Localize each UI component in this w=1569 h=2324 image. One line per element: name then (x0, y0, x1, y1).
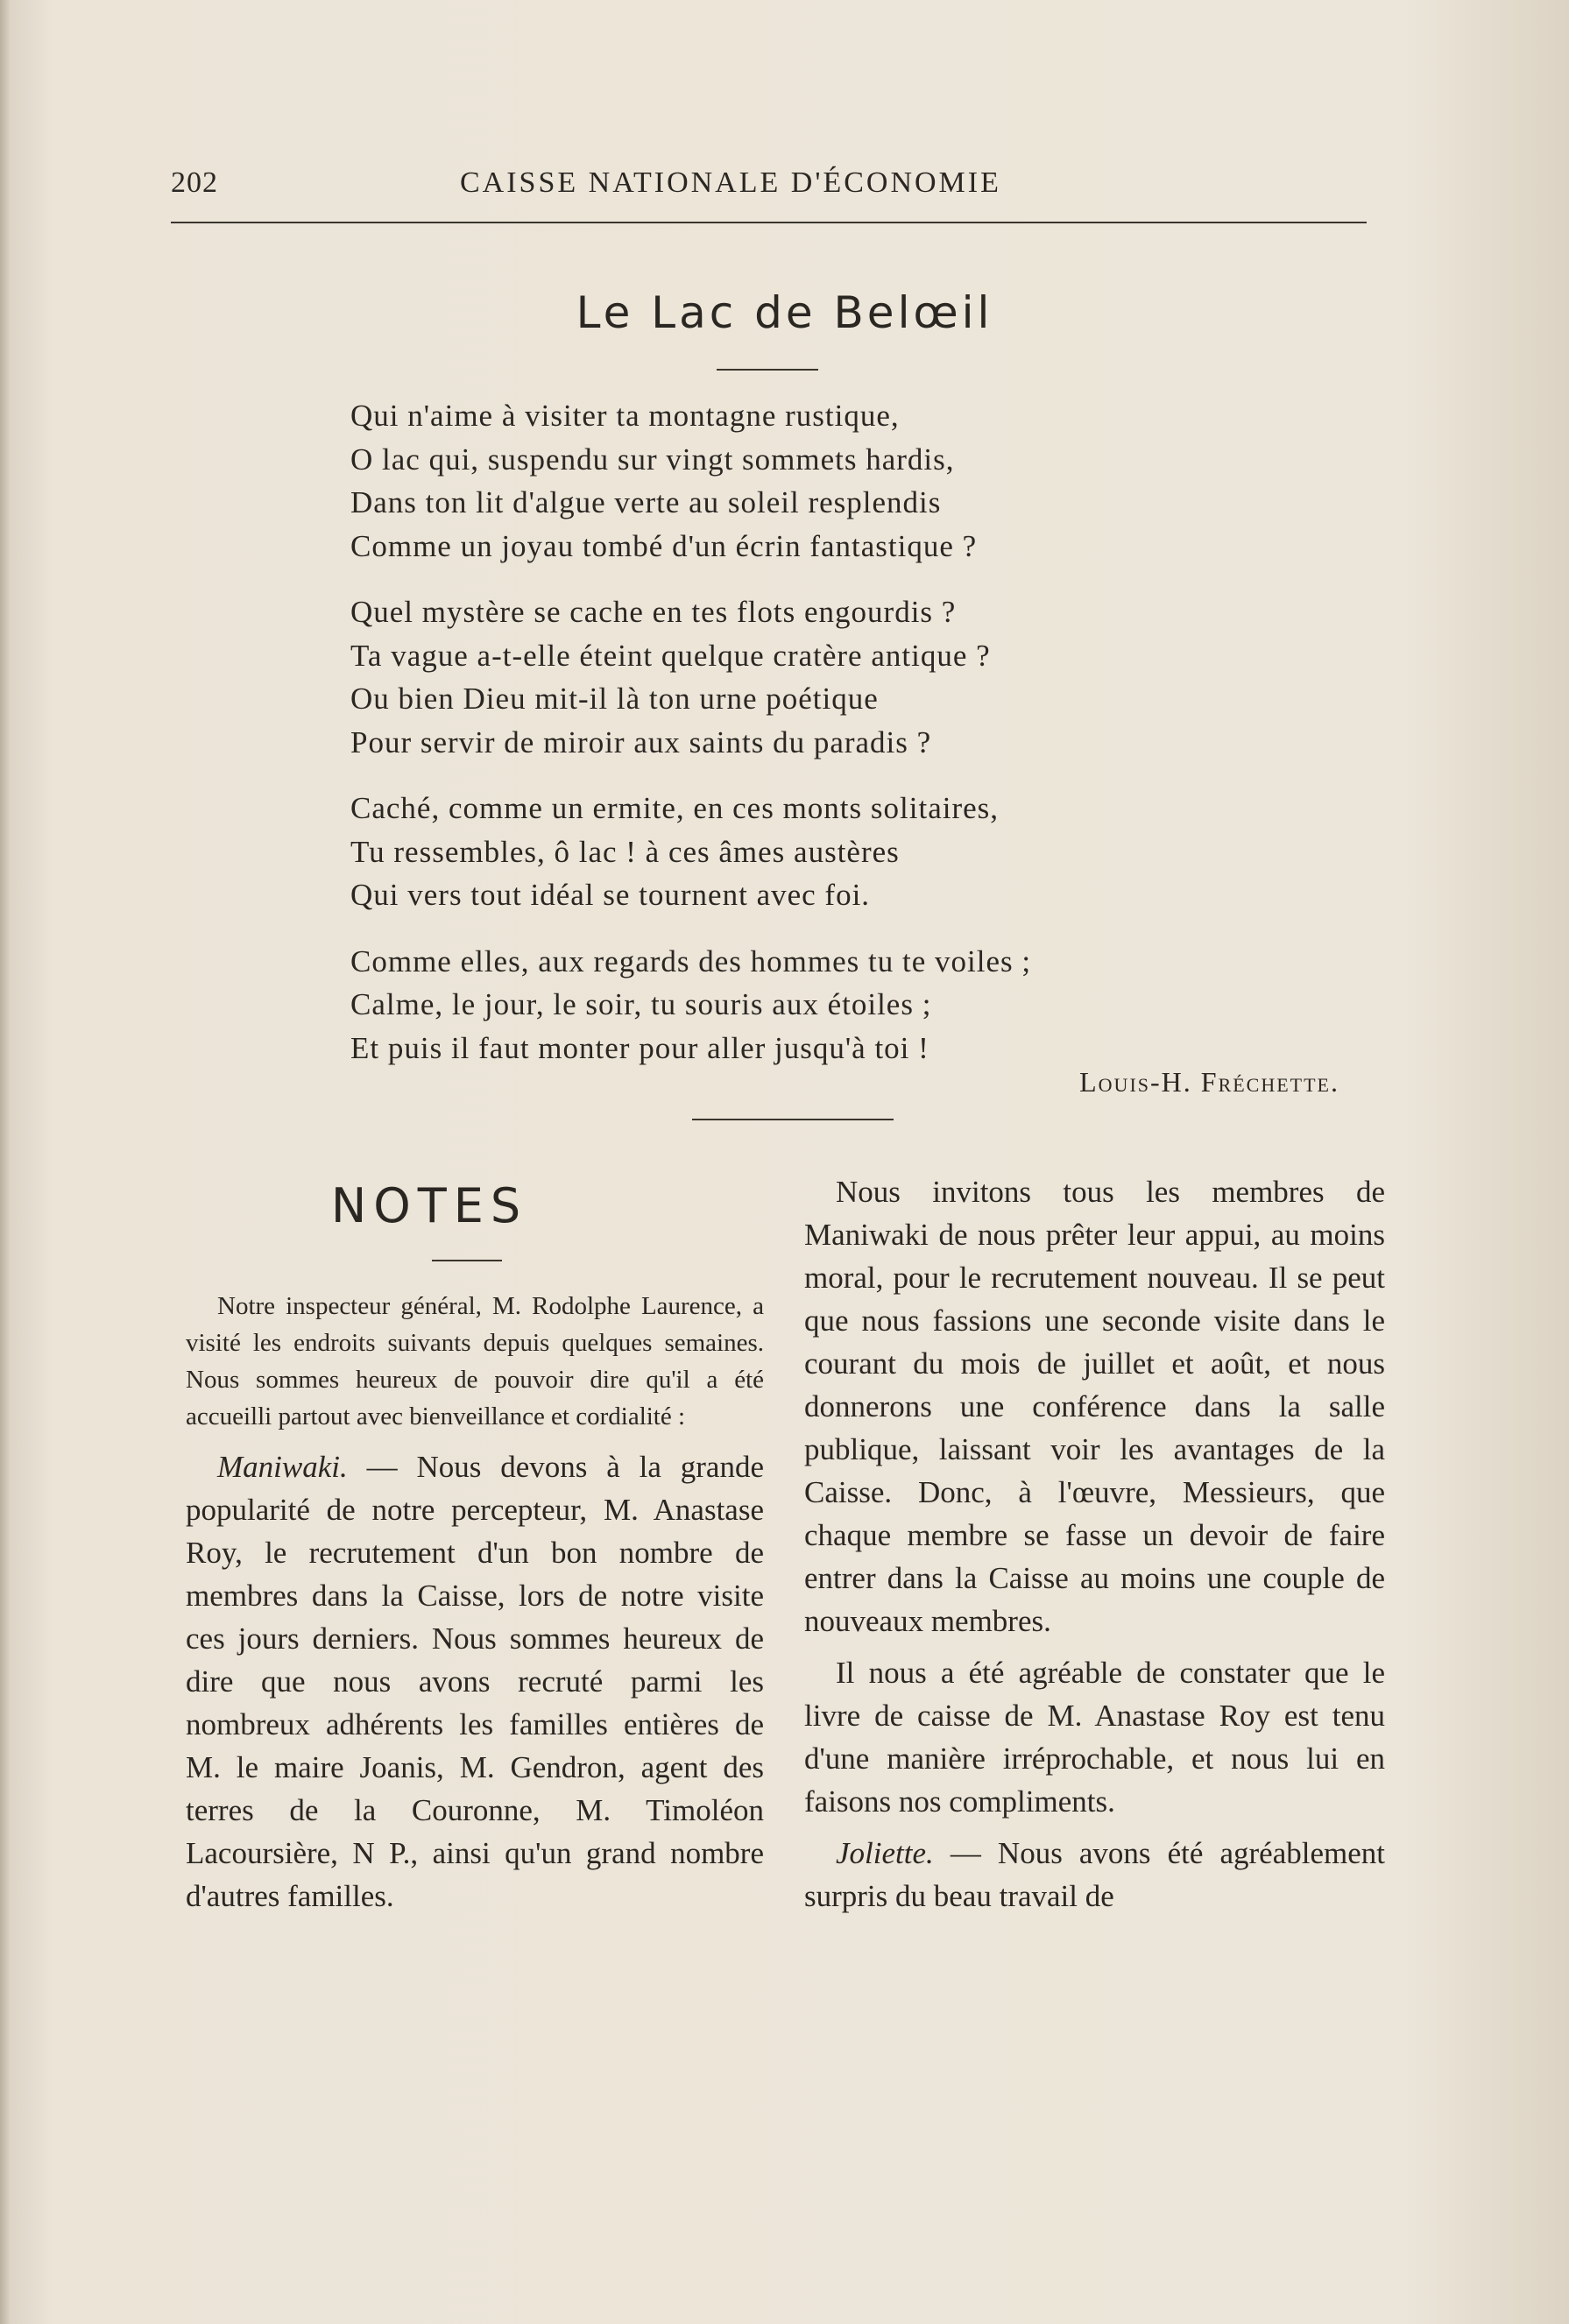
section-divider (692, 1119, 894, 1120)
stanza (350, 394, 1226, 568)
paragraph-invitation: Nous invitons tous les membres de Maniwaki de nous prêter leur appui, au moins moral, pour le recrutement nouveau. Il se peut que nous fassions une seconde visite dans le courant du mois de juillet et août, et nous donnerons une conférence dans la salle publique, laissant voir les avantages de la Caisse. Donc, à l'œuvre, Messieurs, que chaque membre se fasse un devoir de faire entrer dans la Caisse au moins une couple de nouveaux membres. (804, 1175, 1385, 1638)
verse-line: Pour servir de miroir aux saints du paradis ? (350, 724, 932, 759)
poem-body (350, 394, 1226, 1092)
verse-line: Tu ressembles, ô lac ! à ces âmes austères (350, 834, 900, 869)
running-head: CAISSE NATIONALE D'ÉCONOMIE (460, 166, 1001, 199)
place-name: Maniwaki. (217, 1450, 348, 1484)
left-column (186, 1288, 764, 1926)
page-number: 202 (171, 166, 218, 199)
notes-heading: NOTES (330, 1178, 528, 1233)
verse-line: Ou bien Dieu mit-il là ton urne poétique (350, 682, 879, 716)
notes-intro: Notre inspecteur général, M. Rodolphe Laurence, a visité les endroits suivants depuis quelques semaines. Nous sommes heureux de pouvoir dire qu'il a été accueilli partout avec bienveillance et cordialité : (186, 1292, 764, 1430)
verse-line: Caché, comme un ermite, en ces monts solitaires, (350, 791, 1000, 825)
right-column (804, 1170, 1385, 1926)
stanza (350, 787, 1226, 917)
verse-line: Comme un joyau tombé d'un écrin fantastique ? (350, 528, 978, 563)
verse-line: Dans ton lit d'algue verte au soleil resplendis (350, 485, 942, 519)
verse-line: Et puis il faut monter pour aller jusqu'à toi ! (350, 1030, 929, 1065)
paragraph-text: — Nous avons été agréablement surpris du beau travail de (804, 1836, 1385, 1913)
poem-title: Le Lac de Belœil (576, 287, 993, 338)
paragraph-compliments: Il nous a été agréable de constater que le livre de caisse de M. Anastase Roy est tenu d'une manière irréprochable, et nous lui en faisons nos compliments. (804, 1656, 1385, 1819)
stanza (350, 590, 1226, 764)
verse-line: Calme, le jour, le soir, tu souris aux étoiles ; (350, 987, 932, 1021)
paragraph-joliette (804, 1832, 1385, 1918)
paragraph-text: — Nous devons à la grande popularité de notre percepteur, M. Anastase Roy, le recrutement d'un bon nombre de membres dans la Caisse, lors de notre visite ces jours derniers. Nous sommes heureux de dire que nous avons recruté parmi les nombreux adhérents les familles entières de M. le maire Joanis, M. Gendron, agent des terres de la Couronne, M. Timoléon Lacoursière, N P., ainsi qu'un grand nombre d'autres familles. (186, 1450, 764, 1913)
verse-line: Comme elles, aux regards des hommes tu te voiles ; (350, 943, 1032, 978)
verse-line: O lac qui, suspendu sur vingt sommets hardis, (350, 441, 955, 477)
place-name: Joliette. (836, 1836, 934, 1870)
paragraph-maniwaki (186, 1445, 764, 1918)
title-divider (717, 369, 818, 371)
verse-line: Ta vague a-t-elle éteint quelque cratère antique ? (350, 638, 991, 673)
verse-line: Quel mystère se cache en tes flots engourdis ? (350, 595, 957, 629)
stanza (350, 940, 1226, 1070)
notes-divider (432, 1260, 502, 1261)
verse-line: Qui vers tout idéal se tournent avec foi. (350, 878, 871, 912)
header-rule (171, 222, 1367, 223)
verse-line: Qui n'aime à visiter ta montagne rustique, (350, 399, 900, 433)
page-header (171, 166, 1367, 210)
poem-signature: Louis-H. Fréchette. (1079, 1066, 1339, 1098)
